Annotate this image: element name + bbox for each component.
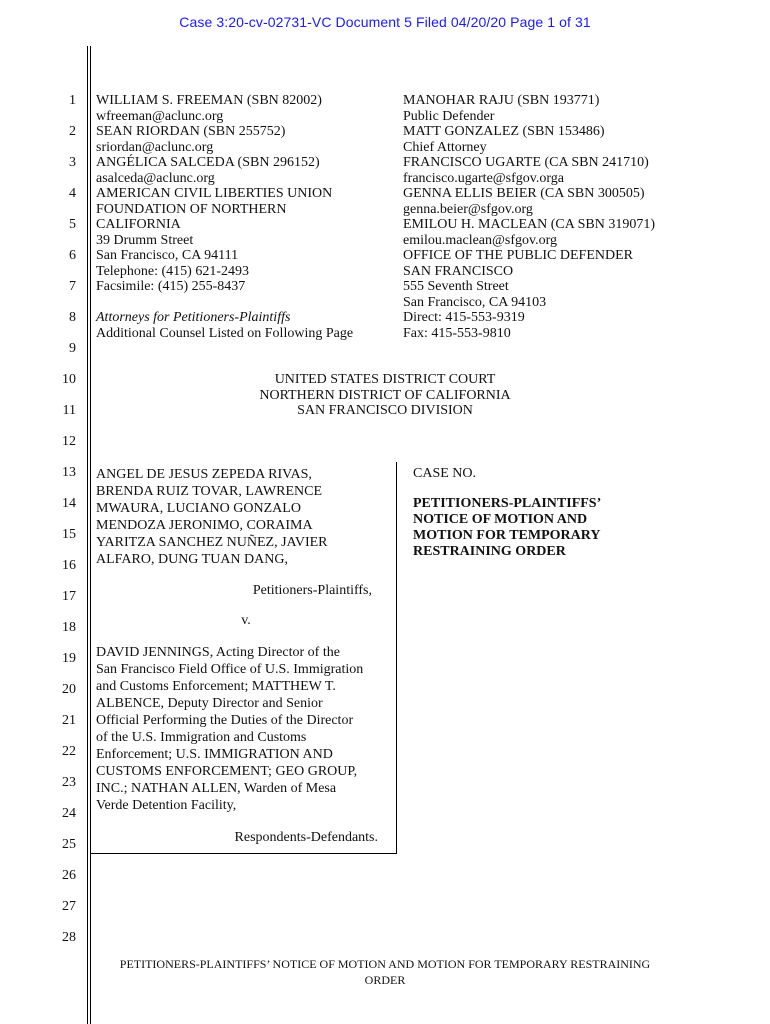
line-number: 12	[62, 434, 76, 449]
additional-counsel-note: Additional Counsel Listed on Following Page	[96, 325, 354, 341]
counsel-line: Direct: 415-553-9319	[403, 310, 525, 325]
counsel-line: ANGÉLICA SALCEDA (SBN 296152)	[96, 155, 320, 170]
line-number: 18	[62, 620, 76, 635]
respondent-line: DAVID JENNINGS, Acting Director of the	[96, 645, 340, 660]
counsel-line: FRANCISCO UGARTE (CA SBN 241710)	[403, 155, 649, 170]
left-counsel-block	[96, 93, 391, 341]
court-division: SAN FRANCISCO DIVISION	[297, 403, 473, 418]
motion-title-line: RESTRAINING ORDER	[413, 544, 566, 559]
line-number: 15	[62, 527, 76, 542]
counsel-line: asalceda@aclunc.org	[96, 170, 215, 186]
respondent-line: San Francisco Field Office of U.S. Immigration	[96, 662, 364, 677]
versus-label: v.	[241, 613, 251, 628]
line-number: 11	[62, 403, 76, 418]
line-number: 20	[62, 682, 76, 697]
counsel-line: Public Defender	[403, 108, 495, 124]
petitioner-line: MENDOZA JERONIMO, CORAIMA	[96, 518, 313, 533]
counsel-line: emilou.maclean@sfgov.org	[403, 232, 558, 248]
counsel-line: SEAN RIORDAN (SBN 255752)	[96, 124, 286, 139]
line-number: 13	[62, 465, 76, 480]
counsel-line: San Francisco, CA 94103	[403, 294, 547, 310]
line-number: 24	[62, 806, 76, 821]
left-margin-rule	[87, 46, 88, 1024]
petitioner-line: ALFARO, DUNG TUAN DANG,	[96, 552, 288, 567]
line-number: 25	[62, 837, 76, 852]
line-number: 28	[62, 930, 76, 945]
counsel-line: GENNA ELLIS BEIER (CA SBN 300505)	[403, 186, 645, 201]
line-number: 6	[69, 248, 76, 263]
ecf-case-header: Case 3:20-cv-02731-VC Document 5 Filed 04/20/20 Page 1 of 31	[179, 14, 591, 30]
caption-divider	[396, 462, 397, 854]
counsel-line: genna.beier@sfgov.org	[403, 201, 533, 217]
counsel-line: San Francisco, CA 94111	[96, 248, 239, 263]
petitioner-line: ANGEL DE JESUS ZEPEDA RIVAS,	[96, 467, 312, 482]
counsel-line: FOUNDATION OF NORTHERN	[96, 201, 287, 217]
counsel-line: Chief Attorney	[403, 139, 487, 155]
line-number: 21	[62, 713, 76, 728]
case-caption-parties	[96, 466, 396, 846]
respondent-line: Verde Detention Facility,	[96, 798, 237, 813]
court-caption	[96, 372, 674, 419]
line-number: 16	[62, 558, 76, 573]
line-number: 22	[62, 744, 76, 759]
case-caption-title	[413, 466, 643, 560]
court-name: UNITED STATES DISTRICT COURT	[274, 372, 496, 387]
line-number: 23	[62, 775, 76, 790]
counsel-line: Facsimile: (415) 255-8437	[96, 279, 246, 294]
counsel-line: WILLIAM S. FREEMAN (SBN 82002)	[96, 93, 322, 108]
line-number: 14	[62, 496, 76, 511]
case-number-label: CASE NO.	[413, 466, 477, 481]
line-number: 7	[69, 279, 76, 294]
line-number: 17	[62, 589, 76, 604]
motion-title-line: PETITIONERS-PLAINTIFFS’	[413, 496, 602, 511]
respondent-line: Official Performing the Duties of the Director	[96, 713, 354, 728]
counsel-line: wfreeman@aclunc.org	[96, 108, 224, 124]
respondent-line: ALBENCE, Deputy Director and Senior	[96, 696, 323, 711]
counsel-line: francisco.ugarte@sfgov.orga	[403, 170, 564, 186]
attorneys-for-label: Attorneys for Petitioners-Plaintiffs	[96, 310, 291, 325]
counsel-line: Telephone: (415) 621-2493	[96, 263, 249, 279]
petitioner-line: MWAURA, LUCIANO GONZALO	[96, 501, 301, 516]
counsel-line: CALIFORNIA	[96, 217, 181, 232]
line-number: 8	[69, 310, 76, 325]
counsel-line: sriordan@aclunc.org	[96, 139, 214, 155]
counsel-line: MATT GONZALEZ (SBN 153486)	[403, 124, 605, 139]
respondent-line: of the U.S. Immigration and Customs	[96, 730, 307, 745]
counsel-line: AMERICAN CIVIL LIBERTIES UNION	[96, 186, 333, 201]
respondent-line: INC.; NATHAN ALLEN, Warden of Mesa	[96, 781, 337, 796]
counsel-line: EMILOU H. MACLEAN (CA SBN 319071)	[403, 217, 655, 232]
respondent-line: and Customs Enforcement; MATTHEW T.	[96, 679, 336, 694]
line-number: 2	[69, 124, 76, 139]
line-number: 9	[69, 341, 76, 356]
motion-title-line: NOTICE OF MOTION AND	[413, 512, 588, 527]
respondents-role: Respondents-Defendants.	[234, 830, 378, 845]
line-number: 10	[62, 372, 76, 387]
page-footer: PETITIONERS-PLAINTIFFS’ NOTICE OF MOTION AND MOTION FOR TEMPORARY RESTRAINING ORDER	[119, 957, 651, 987]
line-number: 1	[69, 93, 76, 108]
counsel-line: Fax: 415-553-9810	[403, 325, 511, 341]
court-district: NORTHERN DISTRICT OF CALIFORNIA	[259, 387, 511, 403]
line-number: 3	[69, 155, 76, 170]
line-numbers	[40, 0, 76, 1024]
petitioner-line: BRENDA RUIZ TOVAR, LAWRENCE	[96, 484, 323, 499]
counsel-line: 555 Seventh Street	[403, 279, 509, 294]
line-number: 4	[69, 186, 76, 201]
caption-bottom-rule	[91, 853, 397, 854]
line-number: 5	[69, 217, 76, 232]
counsel-line: OFFICE OF THE PUBLIC DEFENDER	[403, 248, 633, 263]
line-number: 26	[62, 868, 76, 883]
left-margin-rule-inner	[90, 46, 91, 1024]
motion-title-line: MOTION FOR TEMPORARY	[413, 528, 601, 543]
right-counsel-block	[403, 93, 693, 341]
respondent-line: CUSTOMS ENFORCEMENT; GEO GROUP,	[96, 764, 358, 779]
line-number: 27	[62, 899, 76, 914]
counsel-line: SAN FRANCISCO	[403, 263, 514, 279]
petitioner-line: YARITZA SANCHEZ NUÑEZ, JAVIER	[96, 535, 328, 550]
respondent-line: Enforcement; U.S. IMMIGRATION AND	[96, 747, 333, 762]
line-number: 19	[62, 651, 76, 666]
counsel-line: MANOHAR RAJU (SBN 193771)	[403, 93, 600, 108]
counsel-line: 39 Drumm Street	[96, 232, 194, 248]
petitioners-role: Petitioners-Plaintiffs,	[252, 583, 372, 598]
